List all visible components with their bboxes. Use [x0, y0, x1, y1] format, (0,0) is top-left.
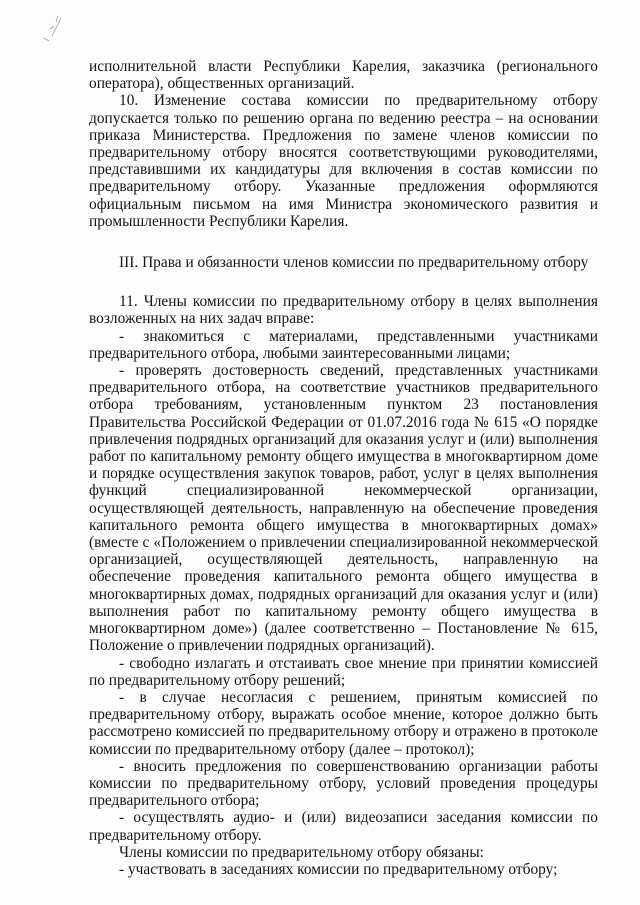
list-item-familiarize: - знакомиться с материалами, представленными участниками предварительного отбора, любыми заинтересованными лицами; [89, 327, 598, 362]
section-heading-3: III. Права и обязанности членов комиссии по предварительному отбору [119, 254, 589, 272]
scan-artifact-mark [36, 14, 66, 54]
paragraph-continuation: исполнительной власти Республики Карелия, заказчика (регионального оператора), общественных организаций. [89, 58, 598, 93]
list-item-express-opinion: - свободно излагать и отстаивать свое мнение при принятии комиссией по предварительному отбору решений; [89, 654, 598, 689]
paragraph-duties: Члены комиссии по предварительному отбору обязаны: [119, 843, 484, 861]
list-item-dissent: - в случае несогласия с решением, принятым комиссией по предварительному отбору, выражать особое мнение, которое должно быть рассмотрено комиссией по предварительному отбору и отражено в протоколе комиссии по предварительному отбору (далее – протокол); [89, 688, 598, 758]
list-item-participate: - участвовать в заседаниях комиссии по предварительному отбору; [119, 860, 558, 878]
document-body [89, 58, 598, 878]
list-item-verify: - проверять достоверность сведений, представленных участниками предварительного отбора, на соответствие участников предварительного отбора требованиям, установленным пунктом 23 постановления Правительства Российской Федерации от 01.07.2016 года № 615 «О порядке привлечения подрядных организаций для оказания услуг и (или) выполнения работ по капитальному ремонту общего имущества в многоквартирном доме и порядке осуществления закупок товаров, работ, услуг в целях выполнения функций специализированной некоммерческой организации, осуществляющей деятельность, направленную на обеспечение проведения капитального ремонта общего имущества в многоквартирных домах» (вместе с «Положением о привлечении специализированной некоммерческой организацией, осуществляющей деятельность, направленную на обеспечение проведения капитального ремонта общего имущества в многоквартирных домах, подрядных организаций для оказания услуг и (или) выполнения работ по капитальному ремонту общего имущества в многоквартирном доме») (далее соответственно – Постановление № 615, Положение о привлечении подрядных организаций). [89, 362, 598, 655]
paragraph-10: 10. Изменение состава комиссии по предварительному отбору допускается только по решению органа по ведению реестра – на основании приказа Министерства. Предложения по замене членов комиссии по предварительному отбору вносятся соответствующими руководителями, представившими их кандидатуры для включения в состав комиссии по предварительному отбору. Указанные предложения оформляются официальным письмом на имя Министра экономического развития и промышленности Республики Карелия. [89, 92, 598, 230]
list-item-proposals: - вносить предложения по совершенствованию организации работы комиссии по предварительному отбору, условий проведения процедуры предварительного отбора; [89, 757, 598, 810]
list-item-recording: - осуществлять аудио- и (или) видеозаписи заседания комиссии по предварительному отбору. [89, 809, 598, 844]
paragraph-11: 11. Члены комиссии по предварительному отбору в целях выполнения возложенных на них задач вправе: [89, 293, 598, 328]
